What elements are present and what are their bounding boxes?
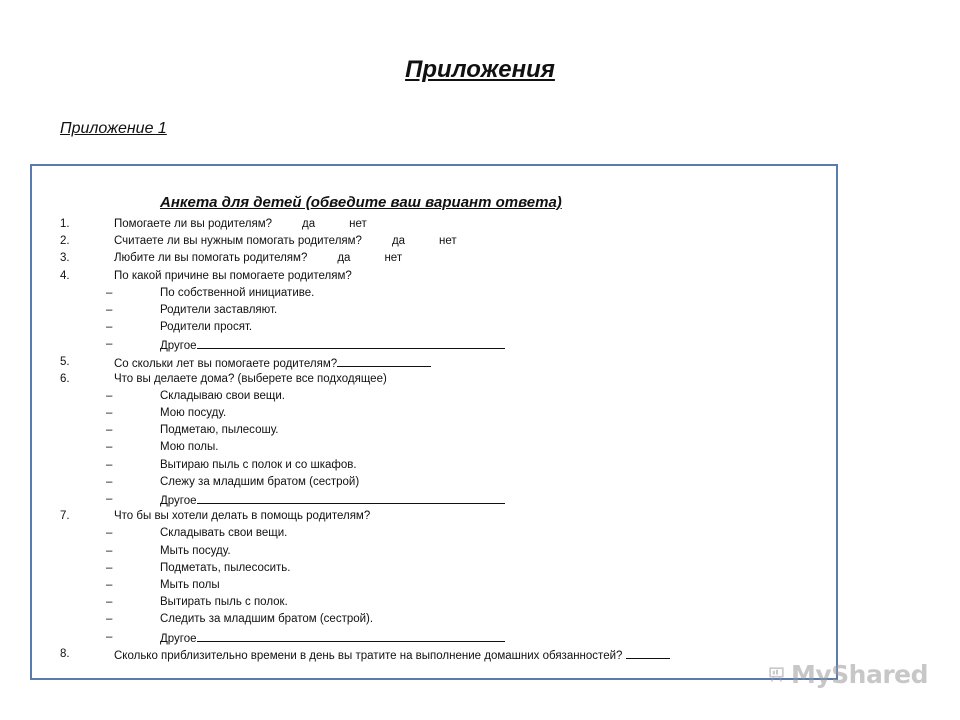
option-item-other[interactable] (32, 491, 840, 508)
answer-no[interactable]: нет (349, 218, 367, 230)
answer-blank-line[interactable] (626, 646, 670, 659)
dash: – (106, 424, 113, 437)
dash: – (106, 458, 113, 471)
answer-blank-line[interactable] (197, 336, 505, 349)
option-item[interactable] (32, 319, 840, 336)
option-text: Складывать свои вещи. (160, 527, 288, 540)
question-4 (32, 268, 840, 285)
dash: – (106, 561, 113, 574)
option-item[interactable] (32, 302, 840, 319)
question-6 (32, 371, 840, 388)
page-title: Приложения (405, 56, 555, 83)
option-item[interactable] (32, 439, 840, 456)
dash: – (106, 630, 113, 643)
dash: – (106, 578, 113, 591)
question-text: По какой причине вы помогаете родителям? (114, 269, 352, 282)
question-text: Считаете ли вы нужным помогать родителям? (114, 235, 362, 248)
question-number: 2. (60, 235, 70, 248)
option-text: Мыть посуду. (160, 544, 231, 557)
option-item-other[interactable] (32, 336, 840, 353)
question-text: Любите ли вы помогать родителям? (114, 252, 308, 265)
dash: – (106, 286, 113, 299)
question-number: 1. (60, 218, 70, 230)
option-text: Другое (160, 632, 197, 645)
option-item[interactable] (32, 543, 840, 560)
survey-frame (30, 164, 838, 680)
dash: – (106, 493, 113, 505)
dash: – (106, 544, 113, 557)
question-number: 5. (60, 355, 70, 368)
answer-no[interactable]: нет (384, 252, 403, 265)
option-text: Родители просят. (160, 321, 253, 334)
option-text: Слежу за младшим братом (сестрой) (160, 475, 360, 488)
question-text: Сколько приблизительно времени в день вы тратите на выполнение домашних обязанностей? (114, 649, 623, 662)
option-text: Мою посуду. (160, 407, 227, 420)
option-item[interactable] (32, 388, 840, 405)
watermark (768, 656, 928, 692)
option-text: Следить за младшим братом (сестрой). (160, 613, 374, 626)
option-text: Мою полы. (160, 441, 219, 454)
question-number: 6. (60, 372, 70, 385)
option-item[interactable] (32, 525, 840, 542)
option-item[interactable] (32, 474, 840, 491)
option-text: Вытираю пыль с полок и со шкафов. (160, 458, 357, 471)
question-text: Помогаете ли вы родителям? (114, 218, 273, 230)
question-list (32, 216, 840, 663)
answer-blank-line[interactable] (337, 354, 431, 367)
answer-blank-line[interactable] (197, 629, 505, 642)
question-text: Что бы вы хотели делать в помощь родителям? (114, 510, 371, 523)
question-number: 3. (60, 252, 70, 265)
question-2 (32, 233, 840, 250)
question-3 (32, 250, 840, 267)
question-number: 8. (60, 647, 70, 660)
dash: – (106, 527, 113, 540)
dash: – (106, 407, 113, 420)
appendix-label: Приложение 1 (60, 120, 167, 137)
option-text: Мыть полы (160, 578, 220, 591)
dash: – (106, 596, 113, 609)
option-item[interactable] (32, 422, 840, 439)
option-text: Другое (160, 340, 197, 353)
presentation-board-icon (768, 658, 785, 690)
dash: – (106, 338, 113, 351)
answer-blank-line[interactable] (197, 491, 505, 504)
answer-yes[interactable]: да (391, 235, 406, 248)
option-text: Другое (160, 495, 197, 507)
option-item[interactable] (32, 560, 840, 577)
option-text: Подметать, пылесосить. (160, 561, 291, 574)
option-item[interactable] (32, 457, 840, 474)
option-text: Вытирать пыль с полок. (160, 596, 288, 609)
question-number: 4. (60, 269, 70, 282)
survey-title: Анкета для детей (обведите ваш вариант ответа) (160, 194, 562, 211)
question-text: Что вы делаете дома? (выберете все подходящее) (114, 372, 387, 385)
question-8 (32, 646, 840, 663)
option-item[interactable] (32, 594, 840, 611)
dash: – (106, 475, 113, 488)
answer-yes[interactable]: да (337, 252, 351, 265)
answer-no[interactable]: нет (439, 235, 457, 248)
dash: – (106, 389, 113, 402)
question-1 (32, 216, 840, 233)
question-number: 7. (60, 510, 70, 523)
watermark-text: MyShared (790, 659, 928, 689)
option-item[interactable] (32, 577, 840, 594)
question-7 (32, 508, 840, 525)
option-item[interactable] (32, 611, 840, 628)
option-text: Родители заставляют. (160, 303, 278, 316)
answer-yes[interactable]: да (302, 218, 316, 230)
option-item[interactable] (32, 285, 840, 302)
question-5 (32, 354, 840, 371)
dash: – (106, 303, 113, 316)
question-text: Со скольки лет вы помогаете родителям? (114, 357, 338, 370)
option-text: Подметаю, пылесошу. (160, 424, 279, 437)
option-text: По собственной инициативе. (160, 286, 315, 299)
option-text: Складываю свои вещи. (160, 389, 285, 402)
dash: – (106, 441, 113, 454)
dash: – (106, 613, 113, 626)
option-item[interactable] (32, 405, 840, 422)
option-item-other[interactable] (32, 629, 840, 646)
dash: – (106, 321, 113, 334)
